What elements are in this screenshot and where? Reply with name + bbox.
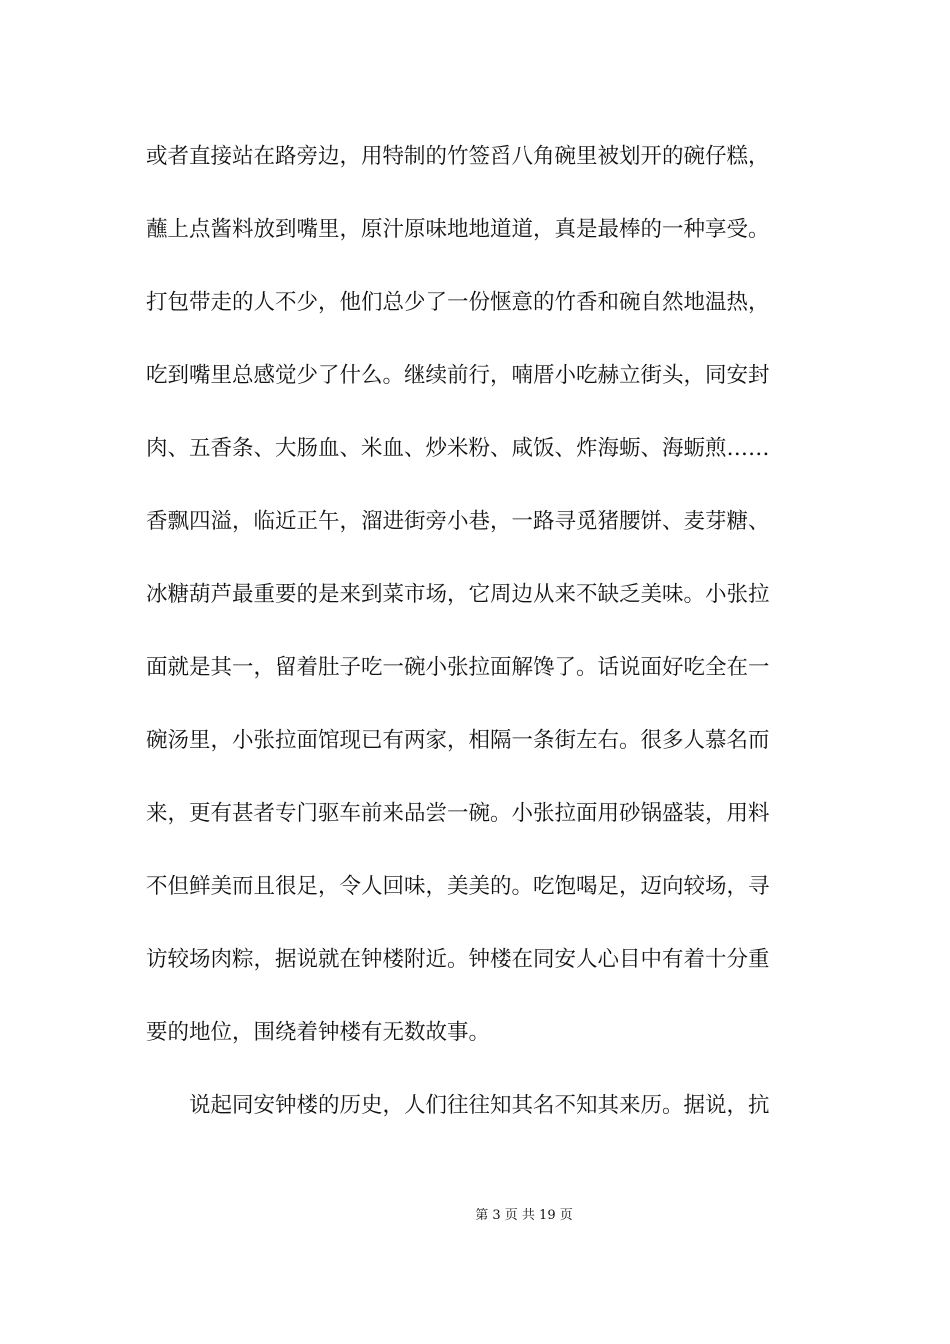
text-line-7: 冰糖葫芦最重要的是来到菜市场，它周边从来不缺乏美味。小张拉 (146, 582, 770, 607)
text-line-14: 说起同安钟楼的历史，人们往往知其名不知其来历。据说，抗 (146, 1093, 770, 1118)
text-line-2: 蘸上点酱料放到嘴里，原汁原味地地道道，真是最棒的一种享受。 (146, 217, 770, 242)
text-line-9: 碗汤里，小张拉面馆现已有两家，相隔一条街左右。很多人慕名而 (146, 728, 770, 753)
text-line-6: 香飘四溢，临近正午，溜进街旁小巷，一路寻觅猪腰饼、麦芽糖、 (146, 509, 770, 534)
text-line-13: 要的地位，围绕着钟楼有无数故事。 (146, 1020, 491, 1045)
page-footer: 第 3 页 共 19 页 (475, 1208, 573, 1223)
text-line-12: 访较场肉粽，据说就在钟楼附近。钟楼在同安人心目中有着十分重 (146, 947, 770, 972)
text-line-3: 打包带走的人不少，他们总少了一份惬意的竹香和碗自然地温热， (146, 290, 770, 315)
text-line-10: 来，更有甚者专门驱车前来品尝一碗。小张拉面用砂锅盛装，用料 (146, 801, 770, 826)
text-line-8: 面就是其一，留着肚子吃一碗小张拉面解馋了。话说面好吃全在一 (146, 655, 770, 680)
text-line-5: 肉、五香条、大肠血、米血、炒米粉、咸饭、炸海蛎、海蛎煎…… (146, 436, 770, 461)
text-line-11: 不但鲜美而且很足，令人回味，美美的。吃饱喝足，迈向较场，寻 (146, 874, 770, 899)
text-line-4: 吃到嘴里总感觉少了什么。继续前行，喃厝小吃赫立街头，同安封 (146, 363, 770, 388)
text-line-1: 或者直接站在路旁边，用特制的竹签舀八角碗里被划开的碗仔糕， (146, 144, 770, 169)
